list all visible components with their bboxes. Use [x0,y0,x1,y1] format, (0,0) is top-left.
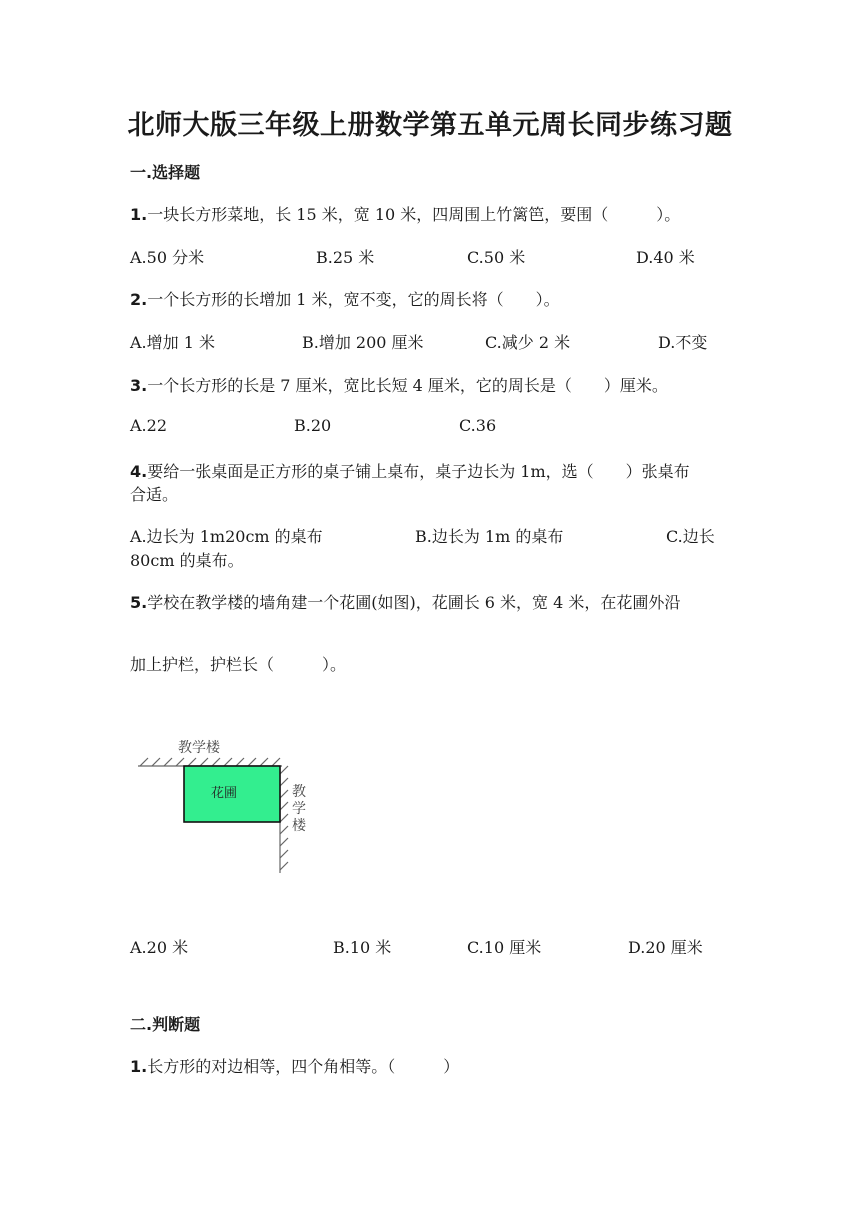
question-text: 一块长方形菜地，长 15 米，宽 10 米，四周围上竹篱笆，要围（ ）。 [147,205,681,224]
question-2 [130,287,560,310]
page-title: 北师大版三年级上册数学第五单元周长同步练习题 [127,110,733,141]
garden-label: 花圃 [211,786,238,801]
question-5-continued: 加上护栏，护栏长（ ）。 [130,655,347,674]
option-c: C.50 米 [467,248,526,267]
option-a: A.20 米 [130,938,189,957]
question-number: 5. [130,593,148,612]
judge-question-1 [130,1054,459,1077]
option-a: A.边长为 1m20cm 的桌布 [130,527,323,546]
question-text: 要给一张桌面是正方形的桌子铺上桌布，桌子边长为 1m，选（ ）张桌布 [147,462,690,481]
garden-figure [130,728,330,878]
question-number: 3. [130,376,148,395]
option-d: D.20 厘米 [628,938,703,957]
question-text: 学校在教学楼的墙角建一个花圃(如图)，花圃长 6 米，宽 4 米，在花圃外沿 [147,593,681,612]
question-number: 4. [130,462,148,481]
top-wall [138,758,282,766]
section-heading-choice: 一.选择题 [130,163,201,182]
option-c: C.36 [459,416,497,435]
option-b: B.20 [294,416,332,435]
question-5 [130,590,680,613]
option-b: B.增加 200 厘米 [302,333,424,352]
option-c-continued: 80cm 的桌布。 [130,551,244,570]
question-text: 长方形的对边相等，四个角相等。（ ） [147,1057,460,1076]
question-number: 2. [130,290,148,309]
option-b: B.10 米 [333,938,392,957]
option-d: D.不变 [658,333,708,352]
question-1 [130,202,680,225]
question-number: 1. [130,1057,148,1076]
question-4-continued: 合适。 [130,485,179,504]
option-b: B.边长为 1m 的桌布 [415,527,564,546]
option-c: C.10 厘米 [467,938,542,957]
question-3 [130,373,668,396]
option-a: A.50 分米 [130,248,205,267]
top-building-label: 教学楼 [178,740,220,756]
option-c: C.边长 [666,527,715,546]
question-text: 一个长方形的长增加 1 米，宽不变，它的周长将（ ）。 [147,290,560,309]
side-building-label-2: 学 [292,801,306,817]
option-a: A.增加 1 米 [130,333,215,352]
option-c: C.减少 2 米 [485,333,571,352]
side-building-label-3: 楼 [292,818,306,834]
option-a: A.22 [130,416,167,435]
question-number: 1. [130,205,148,224]
question-text: 一个长方形的长是 7 厘米，宽比长短 4 厘米，它的周长是（ ）厘米。 [147,376,668,395]
side-wall [280,766,288,873]
option-b: B.25 米 [316,248,375,267]
question-4 [130,459,690,482]
side-building-label-1: 教 [292,784,306,800]
section-heading-judge: 二.判断题 [130,1015,201,1034]
option-d: D.40 米 [636,248,695,267]
